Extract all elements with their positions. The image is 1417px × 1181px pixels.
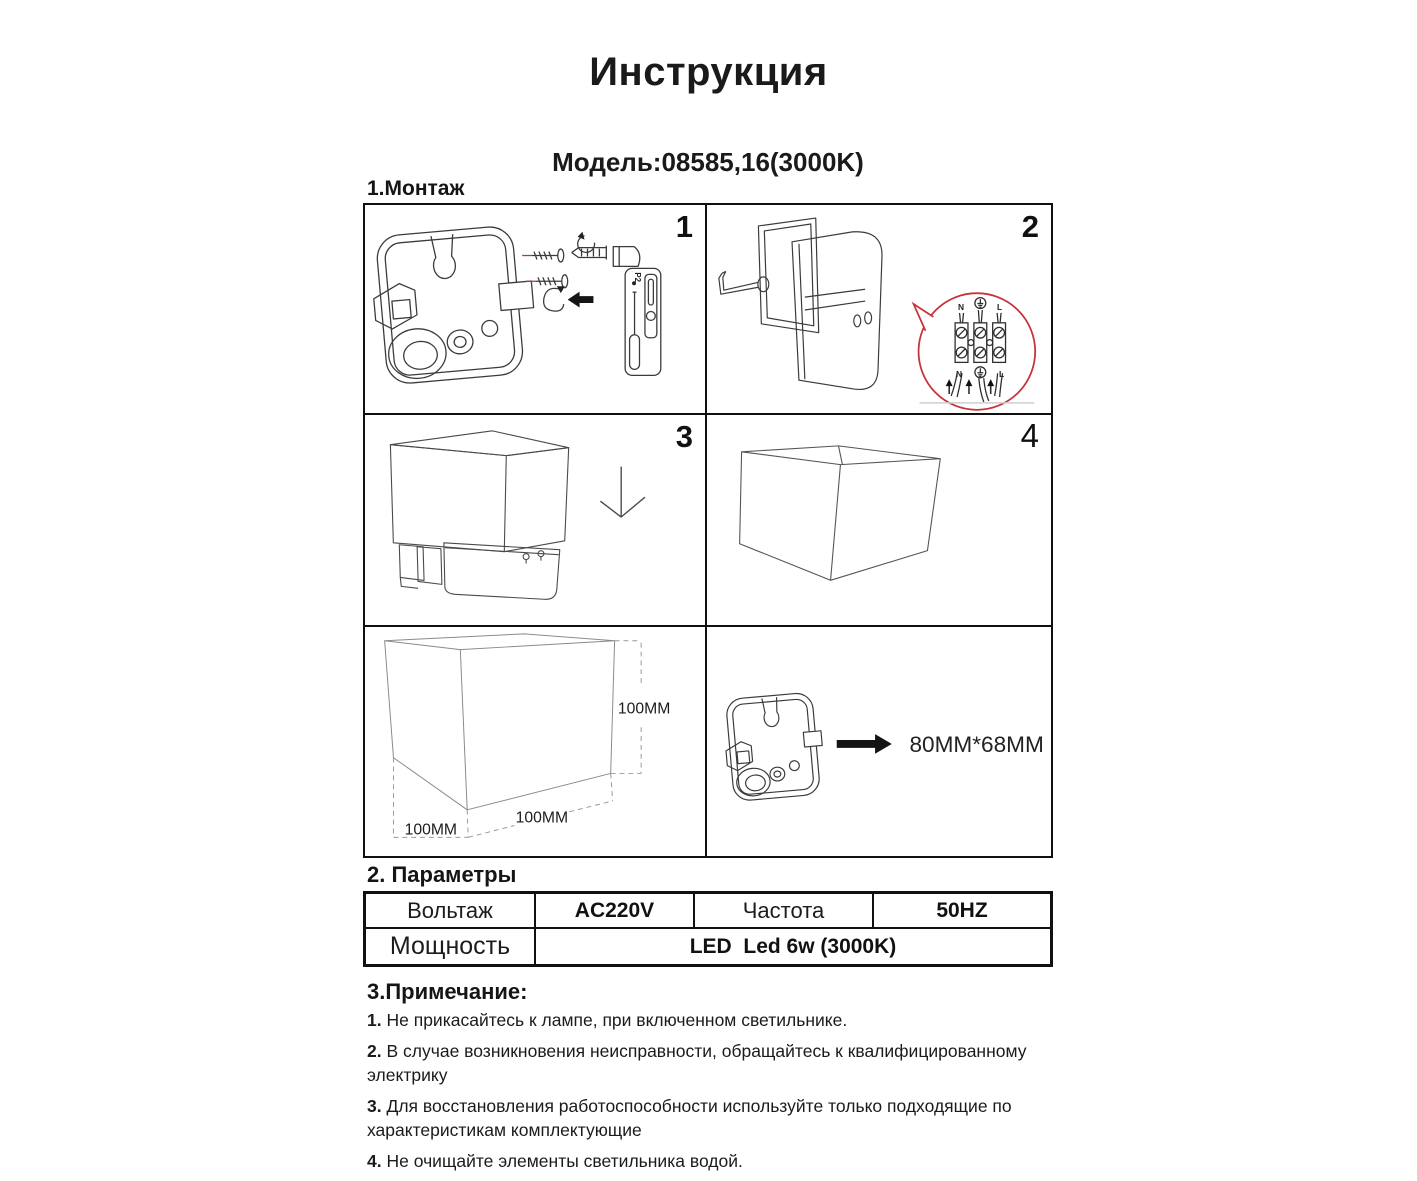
model-line: Модель:08585,16(3000K)	[552, 147, 864, 177]
mounting-plate-drawing	[368, 224, 539, 386]
panel2-illustration	[707, 205, 1051, 413]
section-montage-heading: 1.Монтаж	[367, 177, 465, 200]
dimension-lines	[393, 641, 641, 838]
montage-panel-2	[707, 205, 1051, 415]
terminal-label-l-top: L	[997, 301, 1003, 312]
terminal-label-l-bottom: L	[999, 369, 1005, 380]
param-frequency-label: Частота	[742, 897, 825, 923]
cube-drawing	[385, 634, 615, 810]
note-text: Не очищайте элементы светильника водой.	[386, 1151, 743, 1171]
panel-number-1: 1	[675, 209, 693, 244]
plate-size-illustration	[707, 627, 1051, 856]
terminal-label-n-top: N	[958, 301, 965, 312]
dimension-depth-label: 100MM	[515, 809, 569, 827]
lamp-body-drawing	[719, 218, 882, 389]
panel4-illustration	[707, 415, 1051, 625]
note-item-3	[367, 1094, 1053, 1142]
panel1-illustration	[365, 205, 705, 413]
param-power-value-cell	[536, 929, 1050, 964]
note-item-4	[367, 1149, 1053, 1173]
note-number: 2.	[367, 1041, 382, 1061]
montage-panel-3	[365, 415, 707, 627]
plate-size-label: 80MM*68MM	[909, 731, 1044, 757]
param-power-value: LED Led 6w (3000K)	[689, 934, 897, 958]
parameters-table	[363, 891, 1053, 967]
section-parameters-heading: 2. Параметры	[367, 862, 517, 887]
note-item-1	[367, 1008, 1053, 1032]
note-number: 3.	[367, 1096, 382, 1116]
dimension-width-label: 100MM	[404, 821, 458, 839]
param-voltage-value-cell	[536, 894, 695, 929]
down-arrow-icon	[600, 467, 645, 518]
note-text: В случае возникновения неисправности, обращайтесь к квалифицированному электрику	[367, 1041, 1027, 1085]
montage-panel-4	[707, 415, 1051, 627]
note-number: 1.	[367, 1010, 382, 1030]
montage-panel-1	[365, 205, 707, 415]
hook-icon	[544, 286, 565, 311]
right-arrow-icon	[837, 734, 892, 754]
param-frequency-value: 50HZ	[936, 898, 988, 922]
montage-panel-dimensions	[365, 627, 707, 856]
wall-anchor-icon	[572, 232, 640, 267]
montage-panel-plate-size	[707, 627, 1051, 856]
screwdriver-package-drawing	[625, 268, 661, 375]
terminal-block-drawing	[946, 298, 1006, 402]
note-text: Не прикасайтесь к лампе, при включенном светильнике.	[386, 1010, 848, 1030]
note-text: Для восстановления работоспособности используйте только подходящие по характеристикам комплектующие	[367, 1096, 1012, 1140]
param-frequency-value-cell	[874, 894, 1050, 929]
assembled-lamp-drawing	[740, 446, 941, 580]
param-power-label: Мощность	[389, 932, 511, 960]
earth-icon-bottom	[975, 367, 986, 378]
panel-number-4: 4	[1020, 417, 1039, 454]
panel-number-3: 3	[675, 419, 693, 454]
panel-number-2: 2	[1021, 209, 1039, 244]
lamp-base-drawing	[399, 543, 559, 600]
screw-icon	[522, 249, 564, 262]
left-arrow-icon	[568, 292, 594, 308]
lamp-cover-drawing	[390, 431, 568, 552]
param-voltage-value: AC220V	[574, 898, 655, 922]
param-voltage-label: Вольтаж	[407, 897, 493, 923]
mounting-plate-small-drawing	[722, 692, 827, 802]
terminal-label-n-bottom: N	[956, 369, 963, 380]
panel3-illustration	[365, 415, 705, 625]
dimensions-illustration	[365, 627, 705, 856]
screwdriver-p2-label: P2	[633, 272, 643, 283]
note-item-2	[367, 1039, 1053, 1087]
earth-icon	[975, 298, 986, 309]
param-frequency-label-cell	[695, 894, 874, 929]
notes-list	[367, 1008, 1053, 1180]
wire	[979, 378, 989, 402]
param-power-label-cell	[366, 929, 536, 964]
montage-grid	[363, 203, 1053, 858]
note-number: 4.	[367, 1151, 382, 1171]
dimension-height-label: 100MM	[617, 700, 671, 718]
section-notes-heading: 3.Примечание:	[367, 979, 528, 1004]
page-title: Инструкция	[589, 50, 828, 94]
param-voltage-label-cell	[366, 894, 536, 929]
